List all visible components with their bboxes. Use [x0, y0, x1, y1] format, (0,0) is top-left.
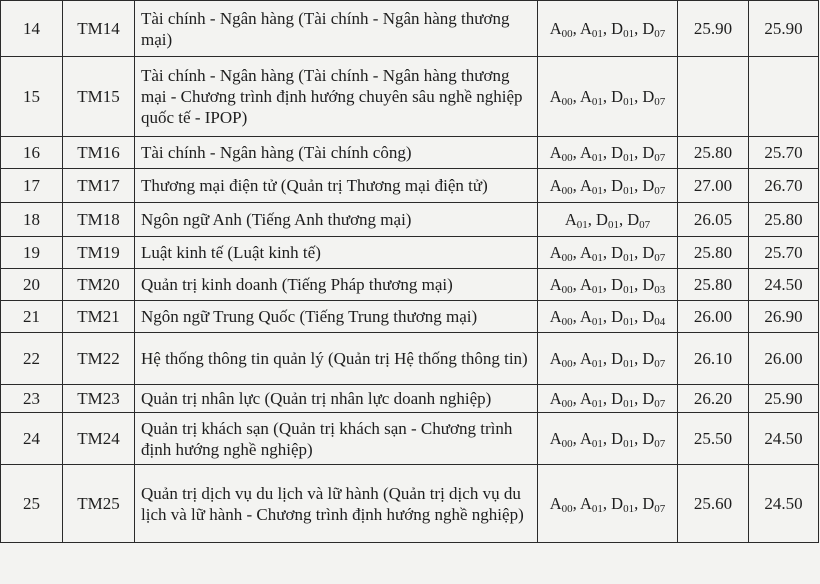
row-number: 23 — [1, 385, 63, 413]
combination-code: $A_{00}$ — [549, 389, 573, 410]
program-code: TM19 — [63, 237, 135, 269]
subject-combinations: $A_{00}$, $A_{01}$, $D_{01}$, $D_{07}$ — [538, 333, 678, 385]
program-code: TM17 — [63, 169, 135, 203]
subject-combinations: $A_{00}$, $A_{01}$, $D_{01}$, $D_{07}$ — [538, 169, 678, 203]
combination-code: $D_{07}$ — [642, 389, 666, 410]
combination-code: $D_{01}$ — [611, 143, 635, 164]
subject-combinations: $A_{00}$, $A_{01}$, $D_{01}$, $D_{07}$ — [538, 137, 678, 169]
program-name: Hệ thống thông tin quản lý (Quản trị Hệ thống thông tin) — [135, 333, 538, 385]
combination-code: $A_{01}$ — [580, 275, 603, 296]
program-code: TM22 — [63, 333, 135, 385]
row-number: 16 — [1, 137, 63, 169]
score-1: 26.00 — [678, 301, 749, 333]
combination-code: $D_{01}$ — [596, 210, 619, 231]
score-1: 25.80 — [678, 137, 749, 169]
score-2: 26.00 — [749, 333, 819, 385]
program-code: TM15 — [63, 57, 135, 137]
combination-code: $A_{00}$ — [549, 494, 573, 515]
score-1: 25.90 — [678, 1, 749, 57]
combination-code: $A_{00}$ — [549, 19, 573, 40]
combination-code: $D_{01}$ — [611, 275, 635, 296]
combination-code: $A_{00}$ — [549, 143, 573, 164]
combination-code: $D_{07}$ — [642, 176, 666, 197]
program-code: TM23 — [63, 385, 135, 413]
row-number: 21 — [1, 301, 63, 333]
table-row — [1, 137, 819, 169]
combination-code: $A_{00}$ — [549, 349, 573, 370]
combination-code: $A_{01}$ — [580, 349, 603, 370]
score-1: 27.00 — [678, 169, 749, 203]
subject-combinations: $A_{00}$, $A_{01}$, $D_{01}$, $D_{03}$ — [538, 269, 678, 301]
score-2: 25.90 — [749, 1, 819, 57]
combination-code: $D_{01}$ — [611, 176, 635, 197]
table-row — [1, 57, 819, 137]
combination-code: $A_{01}$ — [580, 494, 603, 515]
combination-code: $A_{00}$ — [549, 307, 573, 328]
score-2: 25.80 — [749, 203, 819, 237]
combination-code: $D_{01}$ — [611, 349, 635, 370]
combination-code: $D_{03}$ — [642, 275, 666, 296]
table-row — [1, 413, 819, 465]
program-name: Quản trị kinh doanh (Tiếng Pháp thương mại) — [135, 269, 538, 301]
combination-code: $D_{07}$ — [642, 19, 666, 40]
combination-code: $A_{01}$ — [580, 429, 603, 450]
table-row — [1, 1, 819, 57]
score-2: 25.70 — [749, 237, 819, 269]
row-number: 18 — [1, 203, 63, 237]
combination-code: $A_{01}$ — [580, 243, 603, 264]
score-2: 26.70 — [749, 169, 819, 203]
row-number: 17 — [1, 169, 63, 203]
subject-combinations: $A_{00}$, $A_{01}$, $D_{01}$, $D_{07}$ — [538, 385, 678, 413]
table-row — [1, 269, 819, 301]
score-1 — [678, 57, 749, 137]
combination-code: $A_{01}$ — [580, 307, 603, 328]
table-body — [1, 1, 819, 543]
combination-code: $D_{01}$ — [611, 429, 635, 450]
combination-code: $A_{00}$ — [549, 275, 573, 296]
subject-combinations: $A_{00}$, $A_{01}$, $D_{01}$, $D_{04}$ — [538, 301, 678, 333]
score-2: 25.70 — [749, 137, 819, 169]
program-name: Tài chính - Ngân hàng (Tài chính - Ngân hàng thương mại) — [135, 1, 538, 57]
combination-code: $D_{01}$ — [611, 494, 635, 515]
combination-code: $D_{07}$ — [642, 243, 666, 264]
program-code: TM14 — [63, 1, 135, 57]
subject-combinations: $A_{00}$, $A_{01}$, $D_{01}$, $D_{07}$ — [538, 465, 678, 543]
combination-code: $D_{07}$ — [642, 494, 666, 515]
score-1: 25.80 — [678, 269, 749, 301]
combination-code: $D_{07}$ — [627, 210, 651, 231]
program-name: Quản trị dịch vụ du lịch và lữ hành (Quản trị dịch vụ du lịch và lữ hành - Chương trình định hướng nghề nghiệp) — [135, 465, 538, 543]
combination-code: $D_{07}$ — [642, 349, 666, 370]
combination-code: $D_{01}$ — [611, 87, 635, 108]
combination-code: $D_{01}$ — [611, 307, 635, 328]
combination-code: $A_{00}$ — [549, 176, 573, 197]
combination-code: $A_{01}$ — [580, 176, 603, 197]
program-name: Luật kinh tế (Luật kinh tế) — [135, 237, 538, 269]
program-name: Quản trị khách sạn (Quản trị khách sạn - Chương trình định hướng nghề nghiệp) — [135, 413, 538, 465]
program-code: TM20 — [63, 269, 135, 301]
program-name: Thương mại điện tử (Quản trị Thương mại điện tử) — [135, 169, 538, 203]
score-2: 24.50 — [749, 413, 819, 465]
combination-code: $D_{07}$ — [642, 87, 666, 108]
combination-code: $A_{00}$ — [549, 243, 573, 264]
score-2: 24.50 — [749, 465, 819, 543]
combination-code: $A_{00}$ — [549, 87, 573, 108]
score-1: 25.50 — [678, 413, 749, 465]
row-number: 25 — [1, 465, 63, 543]
table-row — [1, 333, 819, 385]
table-row — [1, 301, 819, 333]
row-number: 22 — [1, 333, 63, 385]
subject-combinations: $A_{00}$, $A_{01}$, $D_{01}$, $D_{07}$ — [538, 1, 678, 57]
combination-code: $D_{04}$ — [642, 307, 666, 328]
combination-code: $D_{01}$ — [611, 389, 635, 410]
program-name: Ngôn ngữ Trung Quốc (Tiếng Trung thương mại) — [135, 301, 538, 333]
subject-combinations: $A_{00}$, $A_{01}$, $D_{01}$, $D_{07}$ — [538, 413, 678, 465]
subject-combinations: $A_{00}$, $A_{01}$, $D_{01}$, $D_{07}$ — [538, 237, 678, 269]
row-number: 24 — [1, 413, 63, 465]
score-1: 25.60 — [678, 465, 749, 543]
table-row — [1, 169, 819, 203]
combination-code: $A_{01}$ — [580, 87, 603, 108]
score-1: 25.80 — [678, 237, 749, 269]
program-code: TM16 — [63, 137, 135, 169]
combination-code: $D_{07}$ — [642, 429, 666, 450]
row-number: 14 — [1, 1, 63, 57]
score-1: 26.20 — [678, 385, 749, 413]
score-2: 24.50 — [749, 269, 819, 301]
program-code: TM24 — [63, 413, 135, 465]
score-1: 26.05 — [678, 203, 749, 237]
score-2: 26.90 — [749, 301, 819, 333]
combination-code: $A_{01}$ — [580, 19, 603, 40]
subject-combinations: $A_{01}$, $D_{01}$, $D_{07}$ — [538, 203, 678, 237]
program-code: TM25 — [63, 465, 135, 543]
score-1: 26.10 — [678, 333, 749, 385]
score-2: 25.90 — [749, 385, 819, 413]
program-name: Quản trị nhân lực (Quản trị nhân lực doanh nghiệp) — [135, 385, 538, 413]
table-row — [1, 237, 819, 269]
combination-code: $A_{01}$ — [580, 389, 603, 410]
combination-code: $A_{01}$ — [580, 143, 603, 164]
row-number: 19 — [1, 237, 63, 269]
program-name: Tài chính - Ngân hàng (Tài chính - Ngân hàng thương mại - Chương trình định hướng chuyên sâu nghề nghiệp quốc tế - IPOP) — [135, 57, 538, 137]
combination-code: $D_{07}$ — [642, 143, 666, 164]
program-code: TM18 — [63, 203, 135, 237]
table-row — [1, 385, 819, 413]
subject-combinations: $A_{00}$, $A_{01}$, $D_{01}$, $D_{07}$ — [538, 57, 678, 137]
combination-code: $D_{01}$ — [611, 243, 635, 264]
program-name: Ngôn ngữ Anh (Tiếng Anh thương mại) — [135, 203, 538, 237]
table-row — [1, 203, 819, 237]
combination-code: $A_{01}$ — [564, 210, 588, 231]
table-row — [1, 465, 819, 543]
combination-code: $D_{01}$ — [611, 19, 635, 40]
program-name: Tài chính - Ngân hàng (Tài chính công) — [135, 137, 538, 169]
score-2 — [749, 57, 819, 137]
program-code: TM21 — [63, 301, 135, 333]
row-number: 20 — [1, 269, 63, 301]
row-number: 15 — [1, 57, 63, 137]
combination-code: $A_{00}$ — [549, 429, 573, 450]
